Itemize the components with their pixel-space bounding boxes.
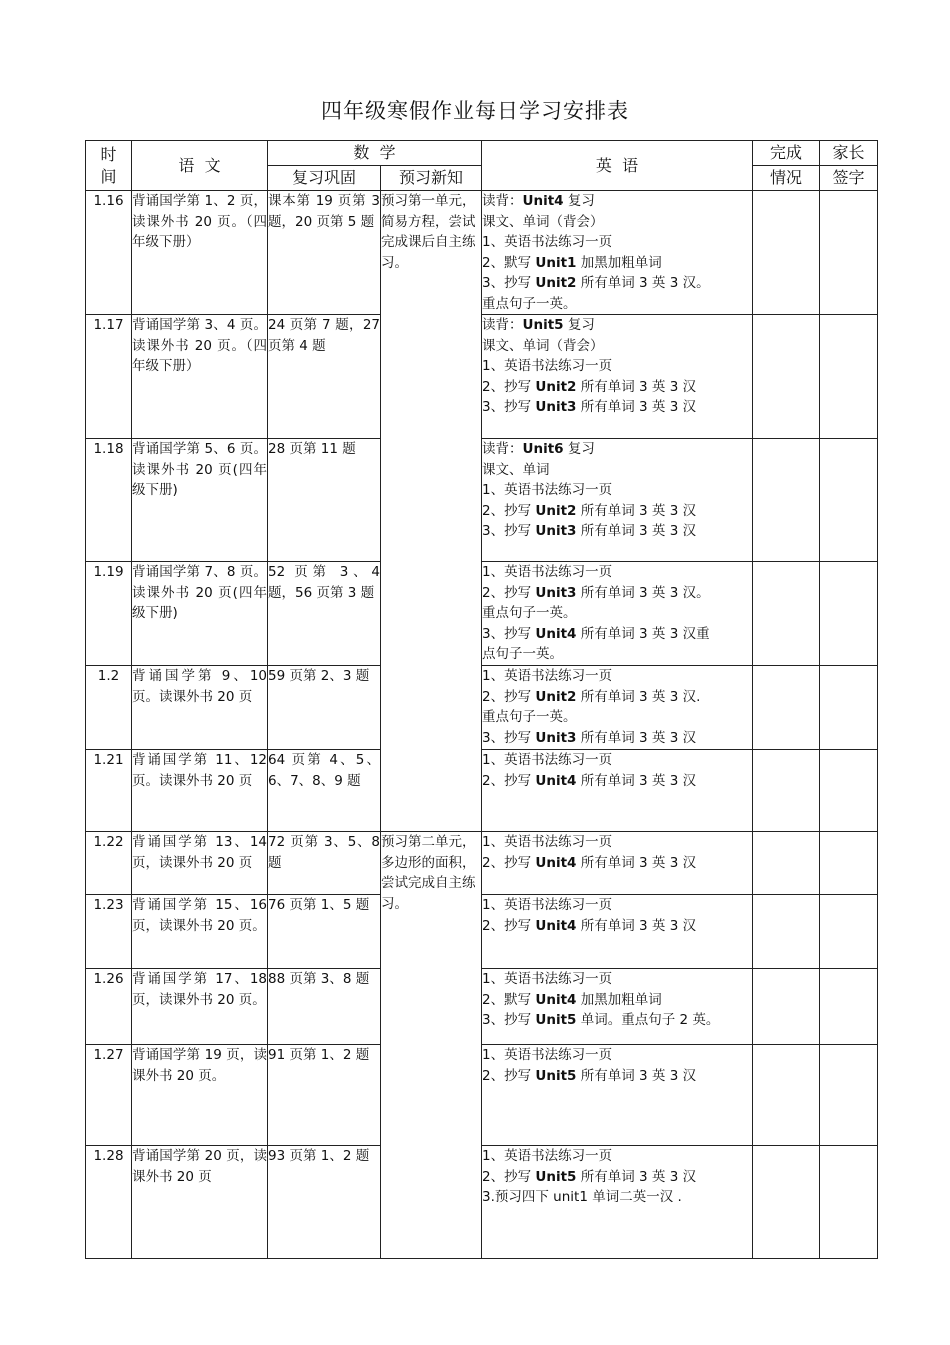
math-review-cell: 76 页第 1、5 题 (268, 895, 381, 969)
parent-signature-cell (820, 1045, 878, 1146)
date-cell: 1.23 (86, 895, 132, 969)
english-line: 3.预习四下 unit1 单词二英一汉 . (482, 1189, 682, 1205)
english-line: 1、英语书法练习一页 (482, 668, 613, 684)
english-cell (482, 832, 753, 895)
parent-signature-cell (820, 666, 878, 750)
done-status-cell (753, 832, 820, 895)
math-preview-cell: 预习第一单元，简易方程，尝试完成课后自主练习。 (381, 191, 482, 832)
english-line: 2、抄写 Unit2 所有单词 3 英 3 汉 (482, 502, 697, 519)
english-line: 1、英语书法练习一页 (482, 1047, 613, 1063)
english-line: 重点句子一英。 (482, 709, 577, 725)
header-parent-2: 签字 (820, 166, 878, 191)
parent-signature-cell (820, 1146, 878, 1259)
english-line: 1、英语书法练习一页 (482, 1148, 613, 1164)
date-cell: 1.28 (86, 1146, 132, 1259)
english-line: 3、抄写 Unit3 所有单词 3 英 3 汉 (482, 523, 697, 539)
english-cell (482, 1146, 753, 1259)
header-time-line1: 时 (100, 144, 117, 164)
english-line: 2、抄写 Unit4 所有单词 3 英 3 汉 (482, 917, 697, 934)
table-row (86, 895, 878, 969)
english-line: 重点句子一英。 (482, 295, 577, 312)
header-chinese: 语 文 (132, 141, 268, 191)
parent-signature-cell (820, 191, 878, 315)
chinese-cell: 背诵国学第 3、4 页。读课外书 20 页。（四年级下册） (132, 315, 268, 439)
chinese-cell: 背诵国学第 17、18 页，读课外书 20 页。 (132, 969, 268, 1045)
english-line: 2、抄写 Unit2 所有单词 3 英 3 汉. (482, 688, 701, 705)
english-line: 2、默写 Unit1 加黑加粗单词 (482, 254, 662, 271)
done-status-cell (753, 1045, 820, 1146)
english-line: 2、抄写 Unit4 所有单词 3 英 3 汉 (482, 854, 697, 871)
english-line: 读背：Unit5 复习 (482, 317, 595, 333)
english-line: 2、抄写 Unit3 所有单词 3 英 3 汉。 (482, 584, 710, 601)
header-english: 英 语 (482, 141, 753, 191)
english-cell (482, 969, 753, 1045)
english-line: 点句子一英。 (482, 646, 563, 662)
english-line: 1、英语书法练习一页 (482, 897, 613, 913)
done-status-cell (753, 562, 820, 666)
english-line: 1、英语书法练习一页 (482, 234, 613, 250)
english-cell (482, 666, 753, 750)
done-status-cell (753, 969, 820, 1045)
table-row (86, 832, 878, 895)
table-row (86, 191, 878, 315)
date-cell: 1.22 (86, 832, 132, 895)
chinese-cell: 背诵国学第 9、10 页。读课外书 20 页 (132, 666, 268, 750)
schedule-table (85, 140, 878, 1259)
done-status-cell (753, 895, 820, 969)
table-row (86, 439, 878, 562)
chinese-cell: 背诵国学第 5、6 页。读课外书 20 页(四年级下册) (132, 439, 268, 562)
math-review-cell: 72 页第 3、5、8 题 (268, 832, 381, 895)
chinese-cell: 背诵国学第 13、14 页，读课外书 20 页 (132, 832, 268, 895)
done-status-cell (753, 1146, 820, 1259)
math-review-cell: 28 页第 11 题 (268, 439, 381, 562)
math-preview-cell: 预习第二单元，多边形的面积，尝试完成自主练习。 (381, 832, 482, 1259)
page-title: 四年级寒假作业每日学习安排表 (321, 99, 629, 123)
math-review-cell: 课本第 19 页第 3 题，20 页第 5 题 (268, 191, 381, 315)
header-time (86, 141, 132, 191)
date-cell: 1.18 (86, 439, 132, 562)
english-line: 3、抄写 Unit5 单词。重点句子 2 英。 (482, 1012, 720, 1028)
english-line: 课文、单词 (482, 461, 550, 478)
schedule-body (86, 191, 878, 1259)
done-status-cell (753, 191, 820, 315)
date-cell: 1.2 (86, 666, 132, 750)
date-cell: 1.19 (86, 562, 132, 666)
header-done-1: 完成 (753, 141, 820, 166)
done-status-cell (753, 750, 820, 832)
parent-signature-cell (820, 439, 878, 562)
table-row (86, 315, 878, 439)
english-cell (482, 439, 753, 562)
english-line: 1、英语书法练习一页 (482, 971, 613, 987)
header-math-preview: 预习新知 (381, 166, 482, 191)
english-cell (482, 191, 753, 315)
header-parent-1: 家长 (820, 141, 878, 166)
math-review-cell: 52 页第 3、4 题，56 页第 3 题 (268, 562, 381, 666)
math-review-cell: 91 页第 1、2 题 (268, 1045, 381, 1146)
english-line: 1、英语书法练习一页 (482, 752, 613, 768)
chinese-cell: 背诵国学第 7、8 页。读课外书 20 页(四年级下册) (132, 562, 268, 666)
english-cell (482, 750, 753, 832)
english-line: 1、英语书法练习一页 (482, 482, 613, 498)
header-math-review: 复习巩固 (268, 166, 381, 191)
english-line: 2、抄写 Unit5 所有单词 3 英 3 汉 (482, 1067, 697, 1084)
table-row (86, 1146, 878, 1259)
done-status-cell (753, 439, 820, 562)
chinese-cell: 背诵国学第 19 页，读课外书 20 页。 (132, 1045, 268, 1146)
english-line: 3、抄写 Unit3 所有单词 3 英 3 汉 (482, 399, 697, 415)
table-row (86, 562, 878, 666)
english-line: 读背：Unit4 复习 (482, 193, 595, 209)
chinese-cell: 背诵国学第 20 页，读课外书 20 页 (132, 1146, 268, 1259)
table-row (86, 750, 878, 832)
parent-signature-cell (820, 895, 878, 969)
english-line: 3、抄写 Unit2 所有单词 3 英 3 汉。 (482, 275, 710, 291)
done-status-cell (753, 315, 820, 439)
english-line: 读背：Unit6 复习 (482, 441, 595, 457)
english-line: 2、抄写 Unit2 所有单词 3 英 3 汉 (482, 378, 697, 395)
english-line: 1、英语书法练习一页 (482, 564, 613, 580)
table-row (86, 666, 878, 750)
english-line: 1、英语书法练习一页 (482, 358, 613, 374)
english-line: 重点句子一英。 (482, 605, 577, 621)
english-cell (482, 562, 753, 666)
header-math: 数 学 (268, 141, 482, 166)
english-line: 课文、单词（背会） (482, 337, 604, 354)
table-row (86, 969, 878, 1045)
chinese-cell: 背诵国学第 1、2 页，读课外书 20 页。（四年级下册） (132, 191, 268, 315)
done-status-cell (753, 666, 820, 750)
parent-signature-cell (820, 969, 878, 1045)
english-line: 2、默写 Unit4 加黑加粗单词 (482, 991, 662, 1008)
english-line: 1、英语书法练习一页 (482, 834, 613, 850)
chinese-cell: 背诵国学第 15、16 页，读课外书 20 页。 (132, 895, 268, 969)
english-line: 2、抄写 Unit5 所有单词 3 英 3 汉 (482, 1168, 697, 1185)
parent-signature-cell (820, 315, 878, 439)
header-done-2: 情况 (753, 166, 820, 191)
math-review-cell: 64 页第 4、5、6、7、8、9 题 (268, 750, 381, 832)
chinese-cell: 背诵国学第 11、12 页。读课外书 20 页 (132, 750, 268, 832)
parent-signature-cell (820, 832, 878, 895)
header-time-line2: 间 (100, 166, 117, 186)
english-cell (482, 315, 753, 439)
english-cell (482, 895, 753, 969)
date-cell: 1.26 (86, 969, 132, 1045)
english-line: 3、抄写 Unit3 所有单词 3 英 3 汉 (482, 729, 697, 746)
date-cell: 1.27 (86, 1045, 132, 1146)
math-review-cell: 24 页第 7 题，27 页第 4 题 (268, 315, 381, 439)
math-review-cell: 59 页第 2、3 题 (268, 666, 381, 750)
date-cell: 1.21 (86, 750, 132, 832)
english-line: 课文、单词（背会） (482, 213, 604, 230)
math-review-cell: 88 页第 3、8 题 (268, 969, 381, 1045)
parent-signature-cell (820, 750, 878, 832)
english-line: 2、抄写 Unit4 所有单词 3 英 3 汉 (482, 772, 697, 789)
parent-signature-cell (820, 562, 878, 666)
date-cell: 1.17 (86, 315, 132, 439)
table-row (86, 1045, 878, 1146)
math-review-cell: 93 页第 1、2 题 (268, 1146, 381, 1259)
english-cell (482, 1045, 753, 1146)
date-cell: 1.16 (86, 191, 132, 315)
english-line: 3、抄写 Unit4 所有单词 3 英 3 汉重 (482, 625, 710, 642)
